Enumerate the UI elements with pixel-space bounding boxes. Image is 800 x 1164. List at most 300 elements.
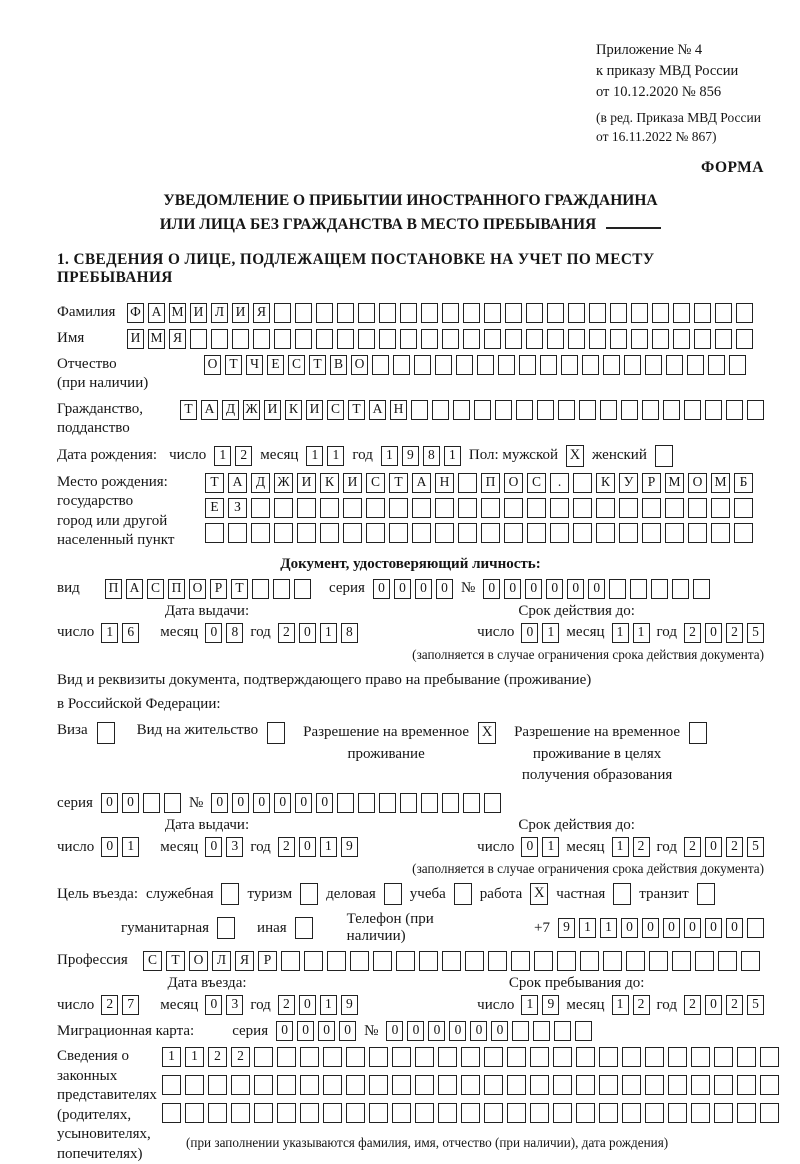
char-cell[interactable] — [600, 400, 617, 420]
char-cell[interactable] — [379, 329, 396, 349]
char-cell[interactable] — [458, 523, 477, 543]
char-cell[interactable]: 0 — [297, 1021, 314, 1041]
char-cell[interactable]: Т — [231, 579, 248, 599]
char-cell[interactable] — [734, 498, 753, 518]
char-cell[interactable]: 1 — [162, 1047, 181, 1067]
char-cell[interactable]: Т — [225, 355, 242, 375]
char-cell[interactable] — [610, 303, 627, 323]
char-cell[interactable] — [619, 523, 638, 543]
char-cell[interactable]: 1 — [101, 623, 118, 643]
char-cell[interactable] — [372, 355, 389, 375]
char-cell[interactable] — [369, 1075, 388, 1095]
char-cell[interactable] — [693, 579, 710, 599]
char-cell[interactable] — [185, 1103, 204, 1123]
temp-res-edu-checkbox[interactable] — [689, 722, 707, 744]
char-cell[interactable]: 0 — [339, 1021, 356, 1041]
char-cell[interactable] — [495, 400, 512, 420]
char-cell[interactable] — [412, 498, 431, 518]
char-cell[interactable] — [281, 951, 300, 971]
purpose-tourism-checkbox[interactable] — [300, 883, 318, 905]
char-cell[interactable] — [747, 400, 764, 420]
char-cell[interactable]: 0 — [504, 579, 521, 599]
char-cell[interactable] — [652, 303, 669, 323]
char-cell[interactable] — [274, 329, 291, 349]
char-cell[interactable] — [393, 355, 410, 375]
char-cell[interactable] — [695, 951, 714, 971]
char-cell[interactable] — [516, 400, 533, 420]
char-cell[interactable] — [458, 498, 477, 518]
char-cell[interactable] — [711, 498, 730, 518]
char-cell[interactable]: Е — [267, 355, 284, 375]
char-cell[interactable] — [603, 355, 620, 375]
char-cell[interactable] — [274, 303, 291, 323]
char-cell[interactable]: 0 — [705, 623, 722, 643]
char-cell[interactable] — [400, 793, 417, 813]
char-cell[interactable]: 5 — [747, 623, 764, 643]
char-cell[interactable]: 1 — [306, 446, 323, 466]
char-cell[interactable]: 0 — [546, 579, 563, 599]
char-cell[interactable] — [421, 793, 438, 813]
char-cell[interactable]: 1 — [185, 1047, 204, 1067]
char-cell[interactable] — [484, 1075, 503, 1095]
char-cell[interactable]: 1 — [612, 995, 629, 1015]
char-cell[interactable] — [610, 329, 627, 349]
char-cell[interactable]: 1 — [600, 918, 617, 938]
char-cell[interactable] — [463, 303, 480, 323]
char-cell[interactable]: 0 — [373, 579, 390, 599]
char-cell[interactable]: 8 — [341, 623, 358, 643]
char-cell[interactable] — [400, 303, 417, 323]
char-cell[interactable]: 0 — [318, 1021, 335, 1041]
char-cell[interactable]: К — [320, 473, 339, 493]
char-cell[interactable]: Т — [389, 473, 408, 493]
char-cell[interactable] — [645, 1075, 664, 1095]
char-cell[interactable] — [599, 1103, 618, 1123]
char-cell[interactable] — [576, 1047, 595, 1067]
char-cell[interactable]: Я — [169, 329, 186, 349]
char-cell[interactable] — [254, 1047, 273, 1067]
char-cell[interactable] — [651, 579, 668, 599]
char-cell[interactable] — [626, 951, 645, 971]
char-cell[interactable] — [557, 951, 576, 971]
char-cell[interactable]: 2 — [278, 995, 295, 1015]
char-cell[interactable]: А — [228, 473, 247, 493]
char-cell[interactable]: 2 — [633, 995, 650, 1015]
char-cell[interactable] — [320, 523, 339, 543]
char-cell[interactable]: М — [169, 303, 186, 323]
char-cell[interactable] — [438, 1047, 457, 1067]
char-cell[interactable] — [737, 1103, 756, 1123]
char-cell[interactable] — [419, 951, 438, 971]
char-cell[interactable] — [392, 1075, 411, 1095]
char-cell[interactable] — [435, 498, 454, 518]
char-cell[interactable] — [537, 400, 554, 420]
sex-male-checkbox[interactable]: X — [566, 445, 584, 467]
char-cell[interactable] — [691, 1047, 710, 1067]
char-cell[interactable]: 2 — [684, 995, 701, 1015]
char-cell[interactable]: А — [126, 579, 143, 599]
char-cell[interactable]: 0 — [491, 1021, 508, 1041]
char-cell[interactable] — [297, 523, 316, 543]
char-cell[interactable] — [507, 1075, 526, 1095]
char-cell[interactable] — [540, 355, 557, 375]
char-cell[interactable] — [297, 498, 316, 518]
char-cell[interactable] — [631, 329, 648, 349]
char-cell[interactable] — [484, 1103, 503, 1123]
char-cell[interactable] — [533, 1021, 550, 1041]
char-cell[interactable] — [519, 355, 536, 375]
char-cell[interactable]: 0 — [567, 579, 584, 599]
char-cell[interactable] — [396, 951, 415, 971]
char-cell[interactable]: О — [189, 579, 206, 599]
char-cell[interactable] — [568, 329, 585, 349]
char-cell[interactable] — [547, 329, 564, 349]
char-cell[interactable]: 2 — [235, 446, 252, 466]
char-cell[interactable] — [316, 303, 333, 323]
char-cell[interactable] — [550, 523, 569, 543]
char-cell[interactable]: И — [343, 473, 362, 493]
char-cell[interactable] — [663, 400, 680, 420]
char-cell[interactable] — [530, 1103, 549, 1123]
char-cell[interactable] — [665, 523, 684, 543]
char-cell[interactable]: Б — [734, 473, 753, 493]
char-cell[interactable] — [254, 1075, 273, 1095]
char-cell[interactable] — [442, 329, 459, 349]
char-cell[interactable]: Р — [642, 473, 661, 493]
char-cell[interactable] — [530, 1047, 549, 1067]
char-cell[interactable] — [526, 329, 543, 349]
char-cell[interactable]: 1 — [320, 837, 337, 857]
char-cell[interactable]: 0 — [521, 623, 538, 643]
char-cell[interactable] — [358, 329, 375, 349]
char-cell[interactable] — [547, 303, 564, 323]
char-cell[interactable] — [668, 1075, 687, 1095]
char-cell[interactable] — [143, 793, 160, 813]
char-cell[interactable]: Л — [212, 951, 231, 971]
char-cell[interactable]: 0 — [684, 918, 701, 938]
char-cell[interactable] — [366, 523, 385, 543]
char-cell[interactable] — [323, 1103, 342, 1123]
char-cell[interactable] — [736, 329, 753, 349]
char-cell[interactable]: 0 — [316, 793, 333, 813]
char-cell[interactable]: М — [665, 473, 684, 493]
char-cell[interactable] — [294, 579, 311, 599]
purpose-business-checkbox[interactable] — [384, 883, 402, 905]
char-cell[interactable] — [498, 355, 515, 375]
char-cell[interactable] — [589, 303, 606, 323]
temporary-residence-checkbox[interactable]: X — [478, 722, 496, 744]
purpose-humanitarian-checkbox[interactable] — [217, 917, 235, 939]
char-cell[interactable] — [185, 1075, 204, 1095]
char-cell[interactable]: В — [330, 355, 347, 375]
char-cell[interactable]: М — [711, 473, 730, 493]
char-cell[interactable]: 0 — [621, 918, 638, 938]
char-cell[interactable] — [652, 329, 669, 349]
char-cell[interactable]: 9 — [341, 837, 358, 857]
char-cell[interactable]: Я — [253, 303, 270, 323]
char-cell[interactable] — [760, 1047, 779, 1067]
char-cell[interactable] — [392, 1103, 411, 1123]
char-cell[interactable] — [400, 329, 417, 349]
char-cell[interactable]: Т — [180, 400, 197, 420]
char-cell[interactable]: К — [596, 473, 615, 493]
char-cell[interactable]: П — [105, 579, 122, 599]
char-cell[interactable] — [550, 498, 569, 518]
char-cell[interactable] — [504, 523, 523, 543]
char-cell[interactable] — [672, 579, 689, 599]
char-cell[interactable]: 2 — [684, 837, 701, 857]
char-cell[interactable] — [346, 1075, 365, 1095]
char-cell[interactable]: 7 — [122, 995, 139, 1015]
char-cell[interactable] — [337, 793, 354, 813]
char-cell[interactable]: 0 — [253, 793, 270, 813]
char-cell[interactable]: 1 — [521, 995, 538, 1015]
char-cell[interactable] — [694, 303, 711, 323]
char-cell[interactable] — [277, 1103, 296, 1123]
char-cell[interactable]: 1 — [542, 623, 559, 643]
char-cell[interactable] — [691, 1075, 710, 1095]
char-cell[interactable] — [737, 1047, 756, 1067]
char-cell[interactable] — [484, 793, 501, 813]
char-cell[interactable]: С — [327, 400, 344, 420]
char-cell[interactable]: И — [127, 329, 144, 349]
char-cell[interactable]: П — [168, 579, 185, 599]
char-cell[interactable] — [253, 329, 270, 349]
char-cell[interactable]: О — [688, 473, 707, 493]
char-cell[interactable] — [668, 1047, 687, 1067]
char-cell[interactable] — [232, 329, 249, 349]
char-cell[interactable]: 0 — [521, 837, 538, 857]
char-cell[interactable] — [435, 523, 454, 543]
purpose-transit-checkbox[interactable] — [697, 883, 715, 905]
char-cell[interactable] — [461, 1103, 480, 1123]
char-cell[interactable]: 9 — [542, 995, 559, 1015]
char-cell[interactable] — [760, 1075, 779, 1095]
char-cell[interactable] — [415, 1047, 434, 1067]
char-cell[interactable] — [622, 1075, 641, 1095]
char-cell[interactable] — [346, 1103, 365, 1123]
char-cell[interactable] — [379, 303, 396, 323]
char-cell[interactable] — [527, 523, 546, 543]
char-cell[interactable]: 0 — [386, 1021, 403, 1041]
char-cell[interactable] — [534, 951, 553, 971]
char-cell[interactable]: 0 — [726, 918, 743, 938]
char-cell[interactable]: 1 — [542, 837, 559, 857]
char-cell[interactable] — [718, 951, 737, 971]
char-cell[interactable] — [164, 793, 181, 813]
char-cell[interactable] — [461, 1075, 480, 1095]
char-cell[interactable] — [527, 498, 546, 518]
char-cell[interactable]: 0 — [642, 918, 659, 938]
char-cell[interactable] — [737, 1075, 756, 1095]
char-cell[interactable] — [484, 1047, 503, 1067]
char-cell[interactable] — [642, 523, 661, 543]
char-cell[interactable] — [465, 951, 484, 971]
char-cell[interactable] — [337, 303, 354, 323]
char-cell[interactable]: 0 — [449, 1021, 466, 1041]
char-cell[interactable]: 1 — [579, 918, 596, 938]
char-cell[interactable]: Т — [205, 473, 224, 493]
char-cell[interactable]: 0 — [394, 579, 411, 599]
char-cell[interactable]: И — [297, 473, 316, 493]
char-cell[interactable]: Ж — [274, 473, 293, 493]
char-cell[interactable] — [205, 523, 224, 543]
char-cell[interactable] — [442, 303, 459, 323]
char-cell[interactable] — [596, 523, 615, 543]
char-cell[interactable] — [575, 1021, 592, 1041]
char-cell[interactable]: 0 — [407, 1021, 424, 1041]
char-cell[interactable] — [622, 1103, 641, 1123]
char-cell[interactable]: 0 — [276, 1021, 293, 1041]
char-cell[interactable] — [684, 400, 701, 420]
char-cell[interactable] — [277, 1047, 296, 1067]
char-cell[interactable] — [252, 579, 269, 599]
char-cell[interactable] — [553, 1075, 572, 1095]
char-cell[interactable]: 0 — [299, 837, 316, 857]
char-cell[interactable]: 9 — [341, 995, 358, 1015]
char-cell[interactable] — [337, 329, 354, 349]
char-cell[interactable] — [300, 1103, 319, 1123]
char-cell[interactable] — [438, 1103, 457, 1123]
char-cell[interactable] — [453, 400, 470, 420]
char-cell[interactable]: 2 — [208, 1047, 227, 1067]
char-cell[interactable]: А — [201, 400, 218, 420]
char-cell[interactable] — [208, 1075, 227, 1095]
char-cell[interactable]: 1 — [612, 623, 629, 643]
char-cell[interactable] — [579, 400, 596, 420]
char-cell[interactable] — [673, 303, 690, 323]
char-cell[interactable] — [576, 1103, 595, 1123]
char-cell[interactable]: 2 — [231, 1047, 250, 1067]
char-cell[interactable] — [343, 498, 362, 518]
char-cell[interactable] — [300, 1047, 319, 1067]
char-cell[interactable] — [573, 498, 592, 518]
char-cell[interactable] — [624, 355, 641, 375]
char-cell[interactable] — [208, 1103, 227, 1123]
char-cell[interactable] — [630, 579, 647, 599]
char-cell[interactable] — [665, 498, 684, 518]
visa-checkbox[interactable] — [97, 722, 115, 744]
char-cell[interactable] — [668, 1103, 687, 1123]
char-cell[interactable]: У — [619, 473, 638, 493]
char-cell[interactable] — [580, 951, 599, 971]
residence-permit-checkbox[interactable] — [267, 722, 285, 744]
char-cell[interactable] — [463, 329, 480, 349]
char-cell[interactable] — [741, 951, 760, 971]
char-cell[interactable] — [379, 793, 396, 813]
char-cell[interactable] — [442, 951, 461, 971]
char-cell[interactable] — [687, 355, 704, 375]
char-cell[interactable]: 0 — [274, 793, 291, 813]
char-cell[interactable]: А — [369, 400, 386, 420]
char-cell[interactable]: 0 — [705, 918, 722, 938]
char-cell[interactable] — [672, 951, 691, 971]
char-cell[interactable]: 0 — [483, 579, 500, 599]
char-cell[interactable]: 2 — [726, 623, 743, 643]
char-cell[interactable]: 0 — [525, 579, 542, 599]
char-cell[interactable] — [688, 498, 707, 518]
char-cell[interactable] — [599, 1075, 618, 1095]
sex-female-checkbox[interactable] — [655, 445, 673, 467]
char-cell[interactable]: 2 — [278, 837, 295, 857]
char-cell[interactable] — [458, 473, 477, 493]
char-cell[interactable]: С — [366, 473, 385, 493]
char-cell[interactable] — [346, 1047, 365, 1067]
char-cell[interactable] — [526, 303, 543, 323]
char-cell[interactable]: С — [288, 355, 305, 375]
char-cell[interactable]: И — [264, 400, 281, 420]
char-cell[interactable]: Ф — [127, 303, 144, 323]
char-cell[interactable] — [358, 793, 375, 813]
char-cell[interactable] — [228, 523, 247, 543]
char-cell[interactable]: О — [189, 951, 208, 971]
char-cell[interactable] — [456, 355, 473, 375]
char-cell[interactable] — [622, 1047, 641, 1067]
char-cell[interactable] — [561, 355, 578, 375]
char-cell[interactable] — [323, 1075, 342, 1095]
char-cell[interactable] — [414, 355, 431, 375]
char-cell[interactable] — [688, 523, 707, 543]
char-cell[interactable] — [481, 498, 500, 518]
char-cell[interactable]: Т — [309, 355, 326, 375]
char-cell[interactable]: И — [306, 400, 323, 420]
char-cell[interactable] — [631, 303, 648, 323]
char-cell[interactable]: О — [204, 355, 221, 375]
char-cell[interactable] — [596, 498, 615, 518]
char-cell[interactable]: Ж — [243, 400, 260, 420]
char-cell[interactable] — [736, 303, 753, 323]
char-cell[interactable] — [666, 355, 683, 375]
char-cell[interactable]: 0 — [470, 1021, 487, 1041]
char-cell[interactable] — [649, 951, 668, 971]
char-cell[interactable] — [273, 579, 290, 599]
char-cell[interactable]: 2 — [633, 837, 650, 857]
char-cell[interactable] — [507, 1047, 526, 1067]
char-cell[interactable] — [463, 793, 480, 813]
char-cell[interactable]: С — [527, 473, 546, 493]
char-cell[interactable] — [369, 1103, 388, 1123]
purpose-work-checkbox[interactable]: X — [530, 883, 548, 905]
char-cell[interactable] — [673, 329, 690, 349]
char-cell[interactable] — [642, 400, 659, 420]
char-cell[interactable] — [554, 1021, 571, 1041]
char-cell[interactable] — [573, 473, 592, 493]
char-cell[interactable] — [316, 329, 333, 349]
char-cell[interactable]: Р — [258, 951, 277, 971]
char-cell[interactable]: 9 — [402, 446, 419, 466]
char-cell[interactable] — [320, 498, 339, 518]
char-cell[interactable]: 0 — [101, 837, 118, 857]
char-cell[interactable] — [576, 1075, 595, 1095]
char-cell[interactable]: 5 — [747, 837, 764, 857]
char-cell[interactable]: 0 — [299, 623, 316, 643]
char-cell[interactable] — [715, 329, 732, 349]
char-cell[interactable]: И — [190, 303, 207, 323]
char-cell[interactable] — [603, 951, 622, 971]
char-cell[interactable] — [442, 793, 459, 813]
char-cell[interactable]: 1 — [327, 446, 344, 466]
char-cell[interactable] — [558, 400, 575, 420]
char-cell[interactable] — [211, 329, 228, 349]
char-cell[interactable]: И — [232, 303, 249, 323]
char-cell[interactable]: 2 — [726, 995, 743, 1015]
char-cell[interactable]: Д — [251, 473, 270, 493]
char-cell[interactable] — [251, 498, 270, 518]
char-cell[interactable] — [435, 355, 452, 375]
char-cell[interactable] — [231, 1075, 250, 1095]
char-cell[interactable] — [714, 1075, 733, 1095]
char-cell[interactable] — [415, 1075, 434, 1095]
